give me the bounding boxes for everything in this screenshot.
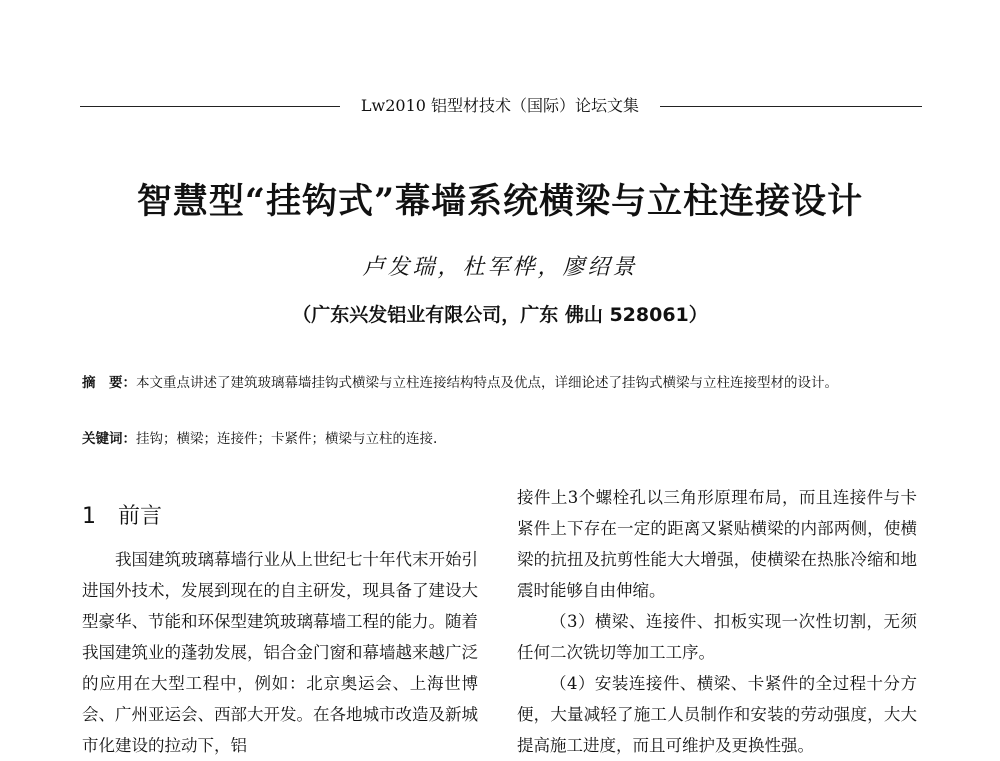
- section-1-heading: [82, 500, 478, 534]
- keywords-label: 关键词：: [82, 431, 136, 447]
- abstract-label: 摘 要：: [82, 375, 136, 391]
- keywords: [82, 426, 924, 452]
- abstract-text: 本文重点讲述了建筑玻璃幕墙挂钩式横梁与立柱连接结构特点及优点，详细论述了挂钩式横梁与立柱连接型材的设计。: [136, 375, 838, 391]
- keywords-text: 挂钩；横梁；连接件；卡紧件；横梁与立柱的连接.: [136, 431, 438, 447]
- running-header-text: Lw2010 铝型材技术（国际）论坛文集: [353, 96, 647, 115]
- left-column: [82, 500, 478, 761]
- right-column: [517, 482, 917, 761]
- section-1-number: 1: [82, 504, 96, 529]
- abstract: [82, 370, 924, 396]
- right-paragraph-continuation: 接件上3个螺栓孔以三角形原理布局，而且连接件与卡紧件上下存在一定的距离又紧贴横梁的内部两侧，使横梁的抗扭及抗剪性能大大增强，使横梁在热胀冷缩和地震时能够自由伸缩。: [517, 488, 917, 600]
- section-1-title: 前言: [118, 504, 163, 529]
- running-header: [0, 93, 1000, 119]
- section-1-paragraph: 我国建筑玻璃幕墙行业从上世纪七十年代末开始引进国外技术，发展到现在的自主研发，现具备了建设大型豪华、节能和环保型建筑玻璃幕墙工程的能力。随着我国建筑业的蓬勃发展，铝合金门窗和幕墙越来越广泛的应用在大型工程中，例如：北京奥运会、上海世博会、广州亚运会、西部大开发。在各地城市改造及新城市化建设的拉动下，铝: [82, 550, 478, 755]
- right-paragraph-4: （4）安装连接件、横梁、卡紧件的全过程十分方便，大量减轻了施工人员制作和安装的劳动强度，大大提高施工进度，而且可维护及更换性强。: [517, 674, 917, 755]
- paper-title: 智慧型“挂钩式”幕墙系统横梁与立柱连接设计: [136, 181, 864, 222]
- right-paragraph-3: （3）横梁、连接件、扣板实现一次性切割，无须任何二次铣切等加工工序。: [517, 612, 917, 662]
- paper-affiliation: （广东兴发铝业有限公司，广东 佛山 528061）: [292, 304, 708, 326]
- paper-authors: 卢发瑞，杜军桦，廖绍景: [362, 255, 638, 280]
